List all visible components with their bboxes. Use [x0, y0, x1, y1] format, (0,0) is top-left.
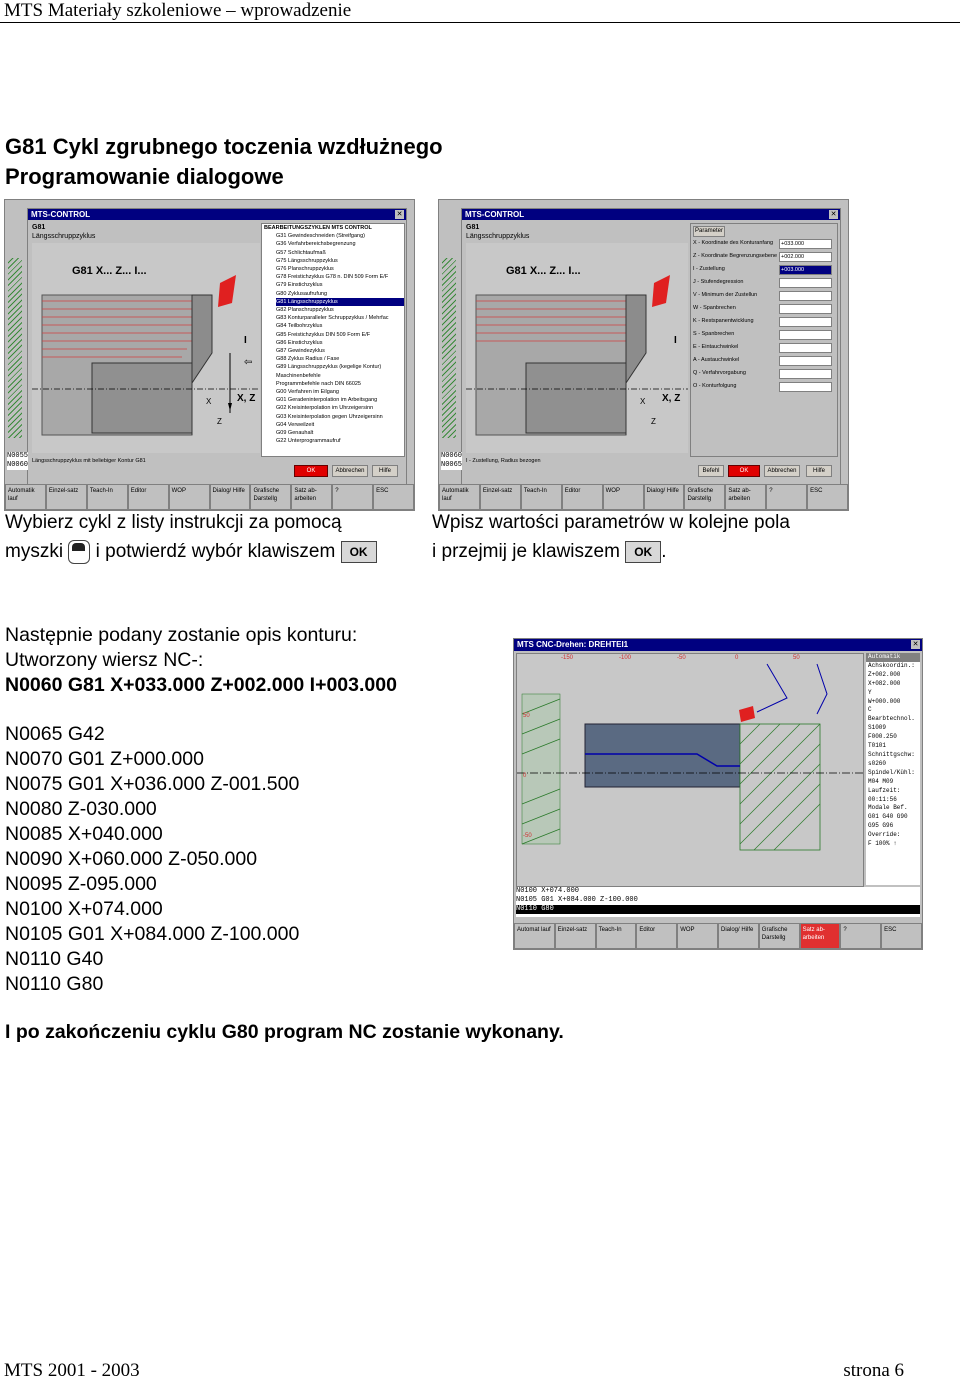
cycle-list-title: BEARBEITUNGSZYKLEN MTS CONTROL	[264, 225, 372, 231]
info-line: s0260	[868, 759, 887, 767]
contour-line1: Następnie podany zostanie opis konturu:	[5, 624, 358, 646]
window-title-3: MTS CNC-Drehen: DREHTEI1	[514, 639, 922, 651]
parameter-row	[693, 290, 833, 303]
cycle-name-1: Längsschruppzyklus	[32, 233, 96, 240]
side-tick-label: 50	[523, 713, 530, 719]
workpiece-drawing-1	[32, 243, 260, 453]
softkey-button[interactable]: ESC	[881, 923, 922, 949]
left-caption	[5, 508, 377, 566]
info-line: Modale Bef.	[868, 804, 908, 812]
parameter-label: J - Stufendegression	[693, 279, 744, 285]
window-title-2: MTS-CONTROL	[462, 209, 840, 220]
softkey-button[interactable]: Satz ab-arbeiten	[800, 923, 841, 949]
cycle-list-item[interactable]: G76 Planschruppzyklus	[276, 266, 334, 273]
softkey-button[interactable]: Teach-In	[596, 923, 637, 949]
info-line: G95 G96	[868, 822, 894, 830]
info-line: 00:11:56	[868, 795, 897, 803]
cycle-list-panel[interactable]	[261, 223, 405, 457]
nc-line: N0080 Z-030.000	[5, 798, 157, 820]
cycle-list[interactable]	[262, 232, 404, 445]
nc-line: N0090 X+060.000 Z-050.000	[5, 848, 258, 870]
softkey-button[interactable]: Editor	[128, 484, 169, 510]
parameter-label: V - Minimum der Zustellun	[693, 292, 758, 298]
left-caption-line2	[5, 537, 377, 566]
cycle-list-item[interactable]: G88 Zyklus Radius / Fase	[276, 356, 340, 363]
softkey-button[interactable]: Einzel-satz	[480, 484, 521, 510]
cycle-list-item[interactable]: G83 Konturparalleler Schruppzyklus / Mehrfac	[276, 315, 389, 322]
info-line: F000.250	[868, 733, 897, 741]
parameter-panel	[690, 223, 838, 457]
cycle-syntax-label-1: G81 X... Z... I...	[72, 265, 147, 277]
softkey-bar-2	[439, 484, 848, 510]
softkey-button[interactable]: WOP	[603, 484, 644, 510]
softkey-button[interactable]: Automatik lauf	[5, 484, 46, 510]
parameter-field[interactable]	[779, 278, 832, 288]
cycle-list-item[interactable]: G01 Geradeninterpolation im Arbeitsgang	[276, 397, 378, 404]
simulation-drawing	[517, 654, 863, 886]
screenshot-simulation	[513, 638, 923, 950]
ok-button-1[interactable]: OK	[294, 465, 328, 477]
nc-line: N0075 G01 X+036.000 Z-001.500	[5, 773, 300, 795]
info-line: G01 G40 G90	[868, 813, 908, 821]
parameter-row	[693, 355, 833, 368]
side-labels	[523, 654, 543, 886]
close-icon[interactable]: ✕	[830, 211, 837, 218]
page-header: MTS Materiały szkoleniowe – wprowadzenie	[4, 0, 352, 21]
parameter-field[interactable]: +003.000	[779, 265, 832, 275]
ruler-tick-label: -100	[619, 655, 632, 661]
parameter-field[interactable]	[779, 304, 832, 314]
parameter-field[interactable]: +002.000	[779, 252, 832, 262]
nc-window-3	[516, 887, 920, 917]
simulation-canvas	[516, 653, 864, 887]
cycle-list-item[interactable]: G82 Planschruppzyklus	[276, 307, 334, 314]
axis-x-label-2: X	[640, 397, 646, 406]
axis-xz-label-2: X, Z	[662, 393, 681, 404]
parameter-label: S - Spanbrechen	[693, 331, 735, 337]
cycle-list-item[interactable]: G04 Verweilzeit	[276, 421, 315, 428]
softkey-button[interactable]: ESC	[373, 484, 414, 510]
window-title-1: MTS-CONTROL	[28, 209, 406, 220]
parameter-row	[693, 277, 833, 290]
nc-line: N0055	[7, 452, 29, 460]
nc-line: N0110 G80	[5, 973, 104, 995]
nc-window-1	[7, 452, 28, 470]
cycle-list-item[interactable]: G00 Verfahren im Eilgang	[276, 389, 339, 396]
mouse-icon	[68, 540, 90, 564]
parameter-label: O - Konturfolgung	[693, 383, 737, 389]
info-line: X+082.000	[868, 679, 901, 687]
softkey-button[interactable]: Automatik lauf	[439, 484, 480, 510]
ruler-tick-label: -50	[677, 655, 686, 661]
footer-page-number: strona 6	[843, 1360, 904, 1381]
info-line: F 100% ↑	[868, 840, 897, 848]
nc-line: N0100 X+074.000	[5, 898, 163, 920]
softkey-button[interactable]: Automat lauf	[514, 923, 555, 949]
close-icon[interactable]: ✕	[912, 641, 919, 648]
softkey-button[interactable]: WOP	[169, 484, 210, 510]
parameter-row	[693, 381, 833, 394]
mts-control-window-2	[461, 208, 841, 510]
nc-line: N0085 X+040.000	[5, 823, 163, 845]
help-button-1[interactable]: Hilfe	[372, 465, 398, 477]
parameter-row	[693, 316, 833, 329]
parameter-label: Q - Verfahrvorgabung	[693, 370, 746, 376]
left-caption-line1: Wybierz cykl z listy instrukcji za pomocą	[5, 512, 342, 533]
arrow-left-icon: ⇦	[244, 357, 253, 368]
axis-z-label-1: Z	[217, 417, 222, 426]
cycle-list-item[interactable]: Programmbefehle nach DIN 66025	[276, 380, 361, 387]
cycle-list-item[interactable]: G81 Längsschruppzyklus	[276, 298, 404, 306]
parameter-row	[693, 368, 833, 381]
cycle-list-item[interactable]: Maschinenbefehle	[276, 372, 321, 379]
screenshot-cycle-selection	[4, 199, 415, 511]
nc-line: N0065	[441, 461, 463, 469]
cycle-list-item[interactable]: G31 Gewindeschneiden (Streifgang)	[276, 233, 365, 240]
info-line: M04 M09	[868, 777, 894, 785]
ok-key-icon: OK	[625, 541, 661, 563]
cycle-list-item[interactable]: G57 Schlichtaufmaß	[276, 249, 326, 256]
side-tick-label: -50	[523, 833, 532, 839]
left-caption-confirm: i potwierdź wybór klawiszem	[95, 541, 336, 562]
info-line: Achskoordin.:	[868, 661, 915, 669]
parameter-label: I - Zustellung	[693, 266, 725, 272]
parameter-row	[693, 251, 833, 264]
parameter-label: W - Spanbrechen	[693, 305, 736, 311]
cycle-list-item[interactable]: G89 Längsschruppzyklus (kegelige Kontur)	[276, 364, 382, 371]
parameter-field[interactable]	[779, 382, 832, 392]
parameter-label: Z - Koordinate Begrenzungsebene	[693, 253, 778, 259]
page-title-line1: G81 Cykl zgrubnego toczenia wzdłużnego	[5, 134, 443, 159]
nc-program-listing	[5, 722, 299, 997]
softkey-button[interactable]: Grafische Darstellg	[684, 484, 725, 510]
info-line: C	[868, 706, 872, 714]
cycle-name-2: Längsschruppzyklus	[466, 233, 530, 240]
parameter-field[interactable]: +033.000	[779, 239, 832, 249]
softkey-button[interactable]: Teach-In	[521, 484, 562, 510]
nc-line: N0105 G01 X+084.000 Z-100.000	[516, 896, 638, 904]
info-panel	[866, 653, 920, 885]
generated-nc-line: N0060 G81 X+033.000 Z+002.000 I+003.000	[5, 674, 397, 696]
info-line: T0101	[868, 742, 887, 750]
ruler-tick-label: 50	[793, 655, 800, 661]
parameter-label: E - Eintauchwinkel	[693, 344, 739, 350]
axis-i-label-2: I	[674, 335, 677, 346]
contour-description	[5, 623, 397, 698]
info-line: Z+002.000	[868, 670, 901, 678]
parameter-label: K - Restspanentwicklung	[693, 318, 754, 324]
nc-line: N0070 G01 Z+000.000	[5, 748, 204, 770]
cancel-button-2[interactable]: Abbrechen	[764, 465, 800, 477]
softkey-button[interactable]: Einzel-satz	[46, 484, 87, 510]
cycle-list-item[interactable]: G84 Teilbohrzyklus	[276, 323, 323, 330]
page-title-line2: Programowanie dialogowe	[5, 164, 284, 189]
info-line: Schnittgschw:	[868, 750, 915, 758]
cycle-list-item[interactable]: G86 Einstichzyklus	[276, 339, 323, 346]
close-icon[interactable]: ✕	[396, 211, 403, 218]
parameter-field[interactable]	[779, 343, 832, 353]
help-button-2[interactable]: Hilfe	[806, 465, 832, 477]
ok-key-icon: OK	[341, 541, 377, 563]
info-line: Y	[868, 688, 872, 696]
parameter-field[interactable]	[779, 356, 832, 366]
parameter-row	[693, 264, 833, 277]
footer-left: MTS 2001 - 2003	[4, 1360, 140, 1381]
status-line-2: I - Zustellung, Radius bezogen	[466, 458, 541, 464]
nc-line: N0065 G42	[5, 723, 105, 745]
cycle-list-item[interactable]: G22 Unterprogrammaufruf	[276, 438, 341, 445]
nc-line: N0105 G01 X+084.000 Z-100.000	[5, 923, 300, 945]
command-button-2[interactable]: Befehl	[698, 465, 724, 477]
closing-statement: I po zakończeniu cyklu G80 program NC zostanie wykonany.	[5, 1021, 564, 1043]
right-caption-line2	[432, 537, 790, 566]
cycle-list-item[interactable]: G36 Verfahrbereichsbegrenzung	[276, 241, 356, 248]
contour-line2: Utworzony wiersz NC-:	[5, 649, 204, 671]
nc-window-2	[441, 452, 462, 470]
softkey-button[interactable]: ESC	[807, 484, 848, 510]
left-caption-myszki: myszki	[5, 541, 64, 562]
cancel-button-1[interactable]: Abbrechen	[332, 465, 368, 477]
parameter-row	[693, 303, 833, 316]
axis-xz-label-1: X, Z	[237, 393, 256, 404]
softkey-button[interactable]: Grafische Darstellg	[250, 484, 291, 510]
cycle-list-item[interactable]: G85 Freistichzyklus DIN 509 Form E/F	[276, 331, 371, 338]
parameter-label: A - Austauchwinkel	[693, 357, 740, 363]
cycle-list-item[interactable]: G80 Zyklusaufrufung	[276, 290, 328, 297]
nc-line: N0060	[7, 461, 29, 469]
info-line: Laufzeit:	[868, 786, 901, 794]
axis-x-label-1: X	[206, 397, 212, 406]
softkey-bar-3	[514, 923, 922, 949]
cycle-code-2: G81	[466, 224, 480, 231]
right-caption-line1: Wpisz wartości parametrów w kolejne pola	[432, 512, 790, 533]
cycle-list-item[interactable]: G02 Kreisinterpolation im Uhrzeigersinn	[276, 405, 374, 412]
right-caption	[432, 508, 790, 566]
cycle-list-item[interactable]: G87 Gewindezyklus	[276, 348, 325, 355]
parameter-row	[693, 238, 833, 251]
right-caption-period: .	[661, 541, 667, 562]
softkey-button[interactable]: Editor	[636, 923, 677, 949]
cycle-list-item[interactable]: G75 Längsschruppzyklus	[276, 257, 338, 264]
softkey-button[interactable]: Teach-In	[87, 484, 128, 510]
nc-line: N0100 X+074.000	[516, 887, 580, 895]
cycle-drawing-1	[32, 243, 260, 453]
cycle-syntax-label-2: G81 X... Z... I...	[506, 265, 581, 277]
softkey-button[interactable]: WOP	[677, 923, 718, 949]
softkey-button[interactable]: Dialog/ Hilfe	[210, 484, 251, 510]
softkey-button[interactable]: Dialog/ Hilfe	[718, 923, 759, 949]
status-line-1: Längsschruppzyklus mit beliebiger Kontur G81	[32, 458, 146, 464]
softkey-button[interactable]: ?	[766, 484, 807, 510]
mts-control-window-1	[27, 208, 407, 510]
cycle-list-item[interactable]: G79 Einstichzyklus	[276, 282, 323, 289]
softkey-button[interactable]: ?	[332, 484, 373, 510]
parameter-list	[693, 238, 833, 394]
softkey-button[interactable]: Einzel-satz	[555, 923, 596, 949]
side-tick-label: 0	[523, 773, 527, 779]
softkey-bar-1	[5, 484, 414, 510]
info-line: Override:	[868, 831, 901, 839]
parameter-field[interactable]	[779, 330, 832, 340]
nc-line: N0110 G40	[5, 948, 104, 970]
info-line: S1009	[868, 724, 887, 732]
right-caption-text: i przejmij je klawiszem	[432, 541, 620, 562]
info-line: Automatik	[866, 653, 920, 662]
info-line: Spindel/Kühl:	[868, 768, 915, 776]
softkey-button[interactable]: ?	[840, 923, 881, 949]
info-line: W+000.000	[868, 697, 901, 705]
ruler-tick-label: 0	[735, 655, 739, 661]
tab-parameter[interactable]: Parameter	[693, 226, 725, 237]
header-rule	[0, 22, 960, 23]
parameter-row	[693, 342, 833, 355]
nc-line: N0095 Z-095.000	[5, 873, 157, 895]
softkey-button[interactable]: Grafische Darstellg	[759, 923, 800, 949]
screenshot-parameter-entry	[438, 199, 849, 511]
softkey-button[interactable]: Dialog/ Hilfe	[644, 484, 685, 510]
ruler-tick-label: -150	[561, 655, 574, 661]
parameter-field[interactable]	[779, 317, 832, 327]
axis-z-label-2: Z	[651, 417, 656, 426]
softkey-button[interactable]: Satz ab-arbeiten	[725, 484, 766, 510]
nc-line-current: N0110 G80	[516, 905, 920, 914]
softkey-button[interactable]: Editor	[562, 484, 603, 510]
info-line: Bearbtechnol.	[868, 715, 915, 723]
ok-button-2[interactable]: OK	[728, 465, 760, 477]
cycle-list-item[interactable]: G78 Freistichzyklus G78 n. DIN 509 Form E/F	[276, 274, 389, 281]
axis-i-label-1: I	[244, 335, 247, 346]
nc-line: N0060	[441, 452, 463, 460]
cycle-code-1: G81	[32, 224, 46, 231]
cycle-list-item[interactable]: G03 Kreisinterpolation gegen Uhrzeigersinn	[276, 413, 383, 420]
softkey-button[interactable]: Satz ab-arbeiten	[291, 484, 332, 510]
cycle-list-item[interactable]: G09 Genauhalt	[276, 430, 314, 437]
parameter-field[interactable]	[779, 369, 832, 379]
parameter-row	[693, 329, 833, 342]
parameter-label: X - Koordinate des Konturanfang	[693, 240, 774, 246]
cycle-drawing-2	[466, 243, 688, 453]
parameter-field[interactable]	[779, 291, 832, 301]
